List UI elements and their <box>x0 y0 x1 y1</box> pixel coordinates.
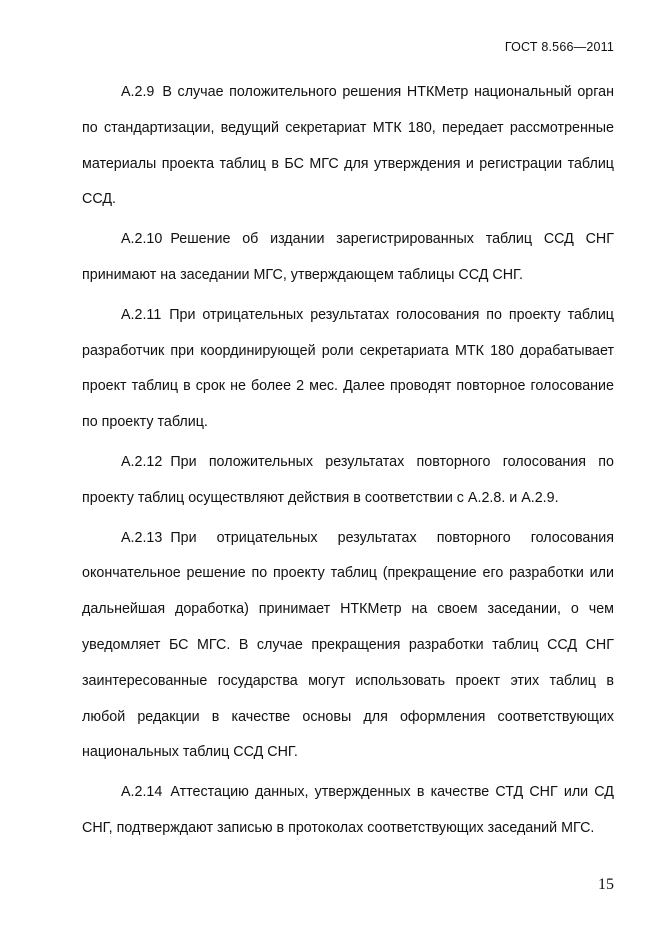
clause-text: В случае положительного решения НТКМетр национальный орган по стандартизации, ведущий секретариат МТК 180, передает рассмотренные материалы проекта таблиц в БС МГС для утверждения и регистрации таблиц ССД. <box>82 84 614 208</box>
clause-number: А.2.14 <box>121 784 163 801</box>
page-number: 15 <box>598 876 614 893</box>
clause-text: При отрицательных результатах повторного голосования окончательное решение по проекту таблиц (прекращение его разработки или дальнейшая доработка) принимает НТКМетр на своем заседании, о чем уведомляет БС МГС. В случае прекращения разработки таблиц ССД СНГ заинтересованные государства могут использовать проект этих таблиц в любой редакции в качестве основы для оформления соответствующих национальных таблиц ССД СНГ. <box>82 529 614 761</box>
clause-text: Решение об издании зарегистрированных таблиц ССД СНГ принимают на заседании МГС, утверждающем таблицы ССД СНГ. <box>82 231 614 283</box>
clause-a-2-10 <box>82 222 614 294</box>
clause-number: А.2.9 <box>121 84 155 100</box>
clause-text: При положительных результатах повторного голосования по проекту таблиц осуществляют действия в соответствии с А.2.8. и А.2.9. <box>82 453 614 506</box>
clause-a-2-9 <box>82 75 614 218</box>
clause-text: Аттестацию данных, утвержденных в качестве СТД СНГ или СД СНГ, подтверждают записью в протоколах соответствующих заседаний МГС. <box>82 784 614 836</box>
clause-number: А.2.13 <box>121 529 163 546</box>
clause-number: А.2.12 <box>121 453 163 470</box>
document-code-header: ГОСТ 8.566—2011 <box>504 40 614 54</box>
clause-a-2-13 <box>82 521 614 772</box>
clause-number: А.2.11 <box>121 306 162 323</box>
clause-text: При отрицательных результатах голосования по проекту таблиц разработчик при координирующей роли секретариата МТК 180 дорабатывает проект таблиц в срок не более 2 мес. Далее проводят повторное голосование по проекту таблиц. <box>82 306 614 431</box>
clause-a-2-12 <box>82 445 614 517</box>
clause-number: А.2.10 <box>121 231 163 248</box>
clause-a-2-14 <box>82 775 614 847</box>
clause-a-2-11 <box>82 298 614 441</box>
document-body <box>82 75 614 851</box>
